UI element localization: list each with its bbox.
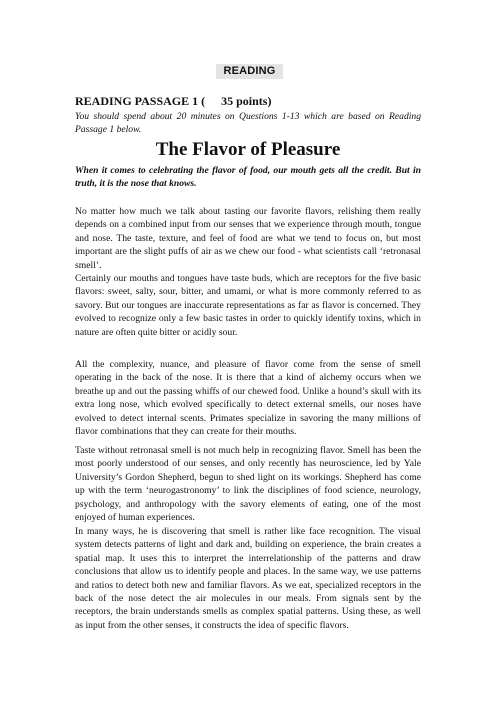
section-label: READING (216, 64, 283, 79)
passage-label: READING PASSAGE 1 ( (75, 94, 206, 108)
paragraph-2: Certainly our mouths and tongues have taste buds, which are receptors for the five basic flavors: sweet, salty, sour, bitter, and umami, or what is more commonly referred to as savory. But our tongues are inaccurate representations as far as flavor is concerned. They evolved to recognize only a few basic tastes in order to quickly identify toxins, which in nature are often quite bitter or acidly sour. (75, 273, 421, 338)
instructions: You should spend about 20 minutes on Questions 1-13 which are based on Reading Passage 1 below. (75, 111, 421, 135)
paragraph-3: All the complexity, nuance, and pleasure of flavor come from the sense of smell operating in the back of the nose. It is there that a kind of alchemy occurs when we breathe up and out the passing whiffs of our chewed food. Unlike a hound’s skull with its extra long nose, which evolved specifically to detect external smells, our noses have evolved to detect internal scents. Primates specialize in savoring the many millions of flavor combinations that they can create for their mouths. (75, 359, 421, 438)
article-lead: When it comes to celebrating the flavor of food, our mouth gets all the credit. But in truth, it is the nose that knows. (75, 165, 421, 189)
paragraph-4: Taste without retronasal smell is not much help in recognizing flavor. Smell has been the most poorly understood of our senses, and only recently has neuroscience, led by Yale University’s Gordon Shepherd, begun to shed light on its workings. Shepherd has come up with the term ‘neurogastronomy’ to link the disciplines of food science, neurology, psychology, and anthropology with the savory elements of eating, one of the most enjoyed of human experiences. (75, 445, 421, 524)
paragraph-5: In many ways, he is discovering that smell is rather like face recognition. The visual system detects patterns of light and dark and, building on experience, the brain creates a spatial map. It uses this to interpret the interrelationship of the patterns and draw conclusions that allow us to identify people and places. In the same way, we use patterns and ratios to detect both new and familiar flavors. As we eat, specialized receptors in the back of the nose detect the air molecules in our meals. From signals sent by the receptors, the brain understands smells as complex spatial patterns. Using these, as well as input from the other senses, it constructs the idea of specific flavors. (75, 526, 421, 631)
passage-points: 35 points) (221, 94, 272, 108)
article-title: The Flavor of Pleasure (155, 139, 341, 160)
paragraph-1: No matter how much we talk about tasting our favorite flavors, relishing them really depends on a combined input from our senses that we experience through mouth, tongue and nose. The taste, texture, and feel of food are what we tend to focus on, but most important are the slight puffs of air as we chew our food - what scientists call ‘retronasal smell’. (75, 206, 421, 271)
passage-heading (75, 94, 271, 108)
